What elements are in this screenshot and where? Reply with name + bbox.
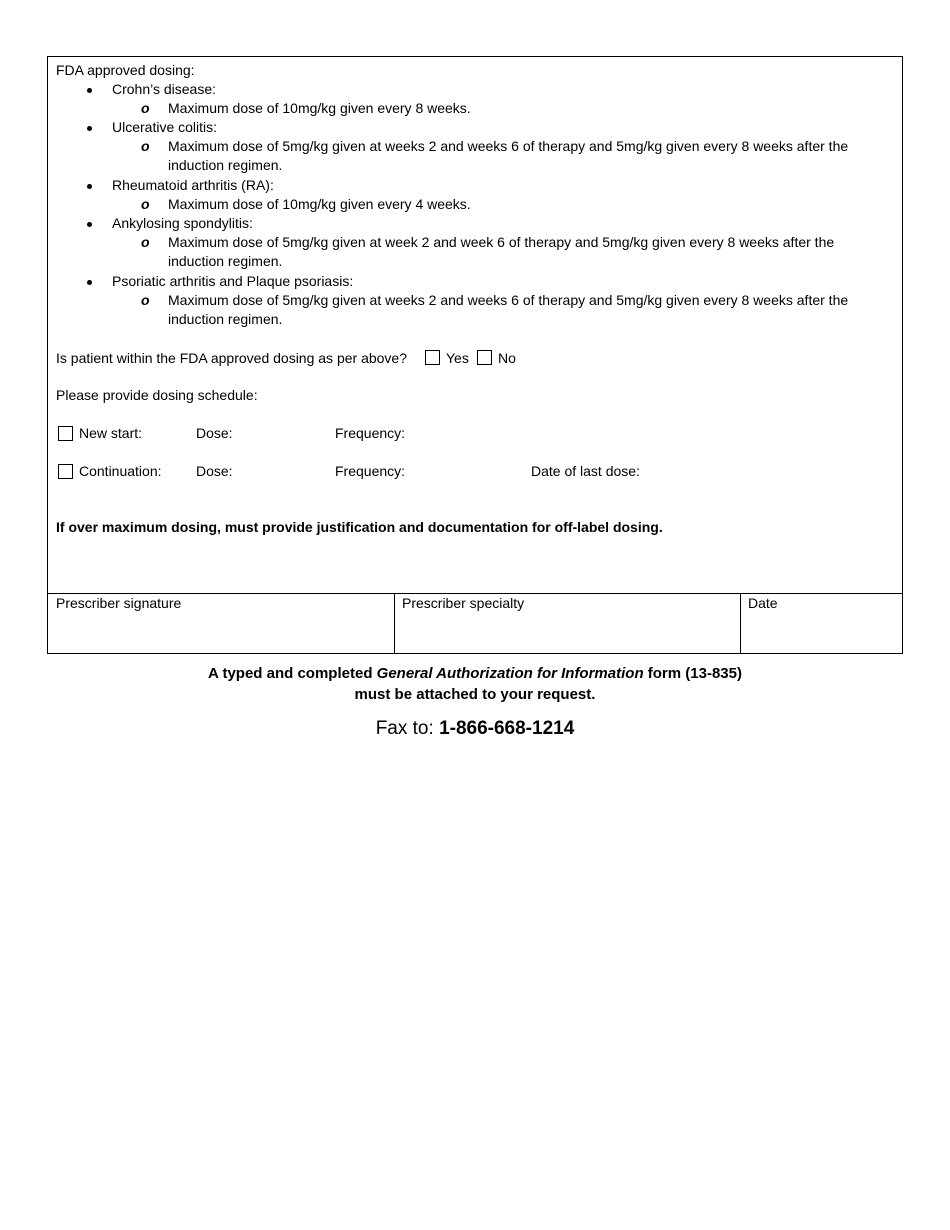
attachment-requirement: must be attached to your request.: [354, 686, 596, 703]
condition-crohns: Crohn’s disease:: [112, 81, 217, 97]
prescriber-signature-field[interactable]: Prescriber signature: [56, 595, 182, 611]
footer-line1-post: form (13-835): [643, 665, 742, 682]
footer-line1-pre: A typed and completed: [208, 665, 377, 682]
dosing-schedule-heading: Please provide dosing schedule:: [56, 387, 258, 403]
sub-bullet-icon: o: [141, 196, 150, 212]
prescriber-specialty-field[interactable]: Prescriber specialty: [402, 595, 525, 611]
date-of-last-dose-label: Date of last dose:: [531, 463, 640, 479]
psoriatic-arthritis-detail-cont: induction regimen.: [168, 311, 283, 327]
continuation-frequency-label: Frequency:: [335, 463, 406, 479]
no-checkbox[interactable]: [477, 350, 492, 365]
sub-bullet-icon: o: [141, 138, 150, 154]
ulcerative-colitis-detail-cont: induction regimen.: [168, 157, 283, 173]
condition-psoriatic-arthritis: Psoriatic arthritis and Plaque psoriasis:: [112, 273, 354, 289]
continuation-label: Continuation:: [79, 463, 162, 479]
ulcerative-colitis-detail: Maximum dose of 5mg/kg given at weeks 2 and weeks 6 of therapy and 5mg/kg given every 8 weeks after the: [168, 138, 849, 154]
sub-bullet-icon: o: [141, 100, 150, 116]
bullet-icon: [87, 280, 92, 285]
dosing-heading: FDA approved dosing:: [56, 62, 195, 78]
new-start-dose-label: Dose:: [196, 425, 233, 441]
fda-dosing-question: Is patient within the FDA approved dosing as per above?: [56, 350, 407, 366]
authorization-form-note: [0, 663, 950, 684]
bullet-icon: [87, 222, 92, 227]
condition-ankylosing-spondylitis: Ankylosing spondylitis:: [112, 215, 253, 231]
bullet-icon: [87, 184, 92, 189]
date-field[interactable]: Date: [748, 595, 778, 611]
ankylosing-spondylitis-detail: Maximum dose of 5mg/kg given at week 2 and week 6 of therapy and 5mg/kg given every 8 weeks after the: [168, 234, 835, 250]
no-label: No: [498, 350, 516, 366]
psoriatic-arthritis-detail: Maximum dose of 5mg/kg given at weeks 2 and weeks 6 of therapy and 5mg/kg given every 8 weeks after the: [168, 292, 849, 308]
specialty-column-divider: [740, 593, 741, 654]
fax-number: 1-866-668-1214: [439, 718, 575, 739]
fax-info: [0, 716, 950, 742]
new-start-label: New start:: [79, 425, 143, 441]
new-start-checkbox[interactable]: [58, 426, 73, 441]
dosing-form-box: [47, 56, 903, 654]
rheumatoid-arthritis-detail: Maximum dose of 10mg/kg given every 4 weeks.: [168, 196, 471, 212]
sub-bullet-icon: o: [141, 234, 150, 250]
sub-bullet-icon: o: [141, 292, 150, 308]
bullet-icon: [87, 88, 92, 93]
authorization-form-name: General Authorization for Information: [376, 665, 644, 682]
yes-label: Yes: [446, 350, 469, 366]
condition-rheumatoid-arthritis: Rheumatoid arthritis (RA):: [112, 177, 274, 193]
crohns-detail: Maximum dose of 10mg/kg given every 8 weeks.: [168, 100, 471, 116]
continuation-checkbox[interactable]: [58, 464, 73, 479]
ankylosing-spondylitis-detail-cont: induction regimen.: [168, 253, 283, 269]
fax-label: Fax to:: [375, 718, 440, 739]
new-start-frequency-label: Frequency:: [335, 425, 406, 441]
bullet-icon: [87, 126, 92, 131]
off-label-warning: If over maximum dosing, must provide justification and documentation for off-label dosing.: [56, 519, 663, 535]
signature-column-divider: [394, 593, 395, 654]
yes-checkbox[interactable]: [425, 350, 440, 365]
condition-ulcerative-colitis: Ulcerative colitis:: [112, 119, 218, 135]
continuation-dose-label: Dose:: [196, 463, 233, 479]
